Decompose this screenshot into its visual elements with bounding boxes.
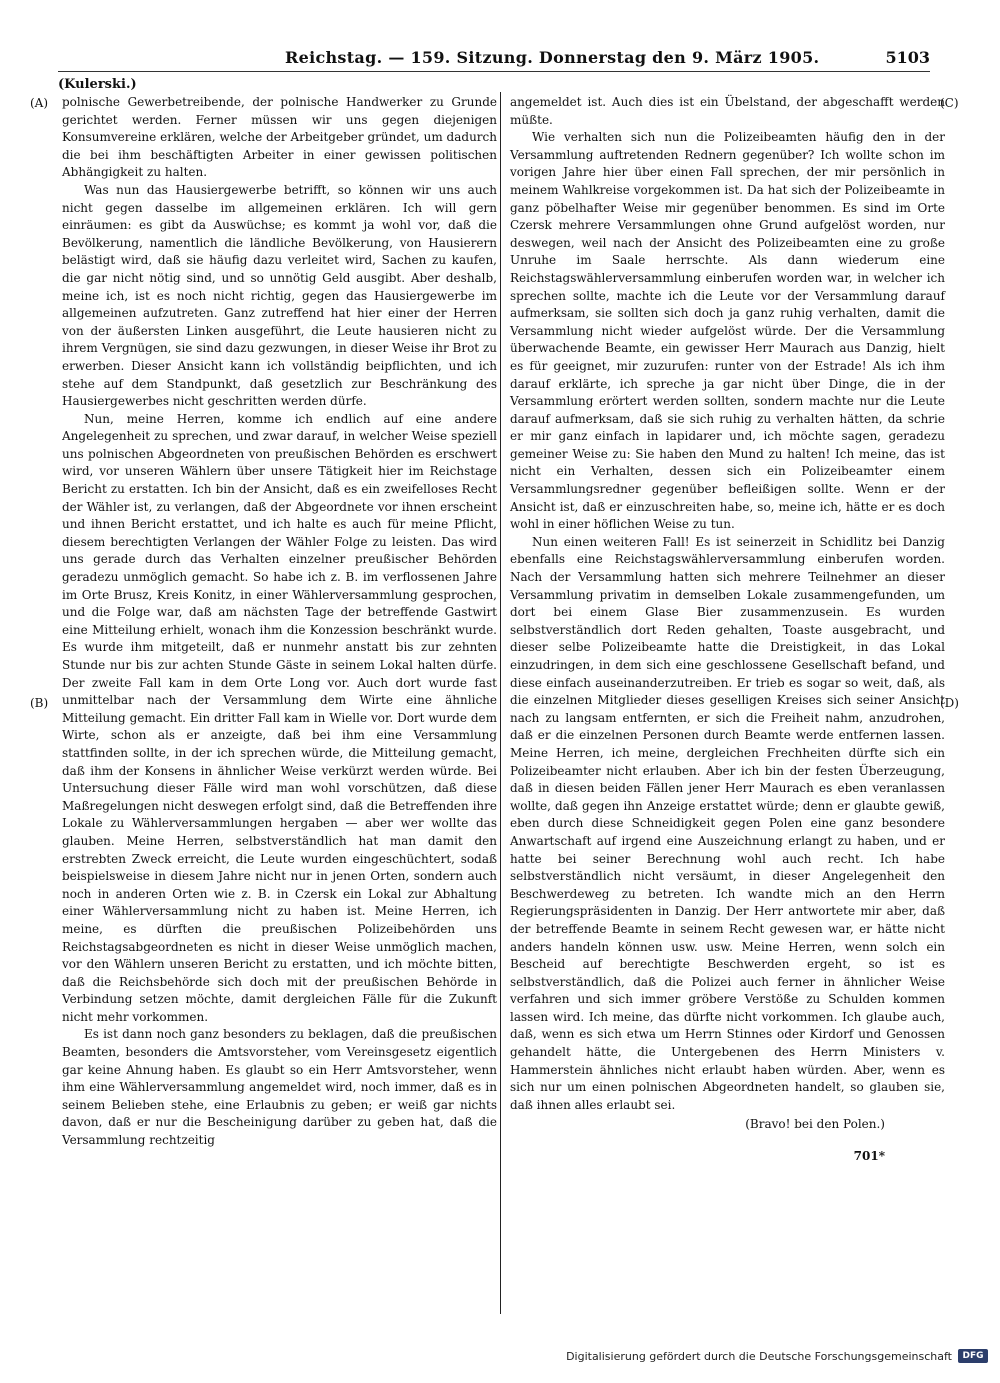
paragraph: angemeldet ist. Auch dies ist ein Übelstand, der abgeschafft werden müßte.: [510, 95, 945, 127]
page-header: [55, 48, 930, 70]
column-divider: [500, 92, 501, 1314]
paragraph: Es ist dann noch ganz besonders zu beklagen, daß die preußischen Beamten, besonders die Amtsvorsteher, vom Vereinsgesetz eigentlich gar keine Ahnung haben. Es glaubt so ein Herr Amtsvorsteher, wenn ihm eine Wählerversammlung angemeldet wird, noch immer, daß es in seinem Belieben stehe, eine Erlaubnis zu geben; er weiß gar nichts davon, daß er nur die Bescheinigung darüber zu geben hat, daß die Versammlung rechtzeitig: [62, 1027, 497, 1148]
running-title: Reichstag. — 159. Sitzung. Donnerstag den 9. März 1905.: [285, 48, 820, 67]
footer-text: Digitalisierung gefördert durch die Deutsche Forschungsgemeinschaft: [566, 1349, 952, 1363]
page-number: 5103: [885, 48, 930, 67]
paragraph: Was nun das Hausiergewerbe betrifft, so können wir uns auch nicht gegen dasselbe im allgemeinen erklären. Ich will gern einräumen: es gibt da Auswüchse; es kommt ja wohl vor, daß die Bevölkerung, namentlich die ländliche Bevölkerung, von Hausierern belästigt wird, daß sie häufig dazu verleitet wird, Sachen zu kaufen, die gar nicht nötig sind, und so unnötig Geld ausgibt. Aber deshalb, meine ich, ist es noch nicht richtig, gegen das Hausiergewerbe im allgemeinen aufzutreten. Ganz zutreffend hat hier einer der Herren von der äußersten Linken ausgeführt, die Leute hausieren nicht zu ihrem Vergnügen, sie sind dazu gezwungen, in dieser Weise ihr Brot zu erwerben. Dieser Ansicht kann ich vollständig beipflichten, und ich stehe auf dem Standpunkt, daß gesetzlich zur Beschränkung des Hausiergewerbes nicht geschritten werden dürfe.: [62, 182, 497, 409]
applause-note: (Bravo! bei den Polen.): [745, 1117, 885, 1132]
right-column: [510, 94, 945, 1166]
margin-marker-a: (A): [30, 96, 49, 110]
sheet-signature: 701*: [853, 1149, 885, 1164]
paragraph: Wie verhalten sich nun die Polizeibeamten häufig den in der Versammlung auftretenden Rednern gegenüber? Ich wollte schon im vorigen Jahre hier über einen Fall sprechen, der mir persönlich in meinem Wahlkreise vorgekommen ist. Da hat sich der Polizeibeamte in ganz pöbelhafter Weise mir gegenüber benommen. Es sind im Orte Czersk mehrere Versammlungen ohne Grund aufgelöst worden, nur deswegen, weil nach der Ansicht des Polizeibeamten eine zu große Unruhe im Saale herrschte. Als dann wiederum eine Reichstagswählerversammlung einberufen worden war, in welcher ich sprechen sollte, machte ich die Leute vor der Versammlung darauf aufmerksam, sie sollten sich doch ja ganz ruhig verhalten, damit die Versammlung nicht wieder aufgelöst würde. Der die Versammlung überwachende Beamte, ein gewisser Herr Maurach aus Danzig, hielt es für geeignet, mir zuzurufen: runter von der Estrade! Als ich ihm darauf erklärte, ich spreche ja gar nicht über Dinge, die in der Versammlung erörtert werden sollten, sondern machte nur die Leute darauf aufmerksam, daß sie sich ruhig zu verhalten hätten, da schrie er mir ganz einfach in lapidarer und, ich möchte sagen, geradezu gemeiner Weise zu: Sie haben den Mund zu halten! Ich meine, das ist nicht ein Verhalten, dessen sich ein Polizeibeamter einem Versammlungsredner gegenüber befleißigen sollte. Wenn er der Ansicht ist, daß er einzuschreiten habe, so, meine ich, hätte er es doch wohl in einer höflichen Weise zu tun.: [510, 130, 945, 532]
paragraph: Nun, meine Herren, komme ich endlich auf eine andere Angelegenheit zu sprechen, und zwar darauf, in welcher Weise speziell uns polnischen Abgeordneten von preußischen Behörden es erschwert wird, vor unseren Wählern über unsere Tätigkeit hier im Reichstage Bericht zu erstatten. Ich bin der Ansicht, daß es ein zweifelloses Recht der Wähler ist, zu verlangen, daß der Abgeordnete vor ihnen erscheint und ihnen Bericht erstattet, und ich halte es auch für meine Pflicht, diesem berechtigten Verlangen der Wähler Folge zu leisten. Das wird uns gerade durch das Verhalten einzelner preußischer Behörden geradezu unmöglich gemacht. So habe ich z. B. im verflossenen Jahre im Orte Brusz, Kreis Konitz, in einer Wählerversammlung gesprochen, und die Folge war, daß am nächsten Tage der betreffende Gastwirt eine Mitteilung erhielt, wonach ihm die Konzession beschränkt wurde. Es wurde ihm mitgeteilt, daß er nunmehr anstatt bis zur zehnten Stunde nur bis zur achten Stunde Gäste in seinem Lokal halten dürfe. Der zweite Fall kam in dem Orte Long vor. Auch dort wurde fast unmittelbar nach der Versammlung dem Wirte eine ähnliche Mitteilung gemacht. Ein dritter Fall kam in Wielle vor. Dort wurde dem Wirte, schon als er anzeigte, daß bei ihm eine Versammlung stattfinden sollte, in der ich sprechen würde, die Mitteilung gemacht, daß ihm der Konsens in ähnlicher Weise verkürzt werden würde. Bei Untersuchung dieser Fälle wird man wohl vorschützen, daß diese Maßregelungen nicht deswegen erfolgt sind, daß die Betreffenden ihre Lokale zu Wählerversammlungen hergaben — aber wer wollte das glauben. Meine Herren, selbstverständlich hat man damit den erstrebten Zweck erreicht, die Leute wurden eingeschüchtert, sodaß beispielsweise in diesem Jahre nicht nur in jenen Orten, sondern auch noch in anderen Orten wie z. B. in Czersk ein Lokal zur Abhaltung einer Wählerversammlung nicht zu haben ist. Meine Herren, ich meine, es dürften die preußischen Polizeibehörden uns Reichstagsabgeordneten es nicht in dieser Weise unmöglich machen, vor den Wählern unseren Bericht zu erstatten, und ich möchte bitten, daß die Reichsbehörde sich doch mit der preußischen Behörde in Verbindung setzen möchte, damit dergleichen Fälle für die Zukunft nicht mehr vorkommen.: [62, 411, 497, 1024]
paragraph: polnische Gewerbetreibende, der polnische Handwerker zu Grunde gerichtet werden. Ferner müssen wir uns gegen diejenigen Konsumvereine erklären, welche der Arbeitgeber gründet, um dadurch die bei ihm beschäftigten Arbeiter in einer gewissen politischen Abhängigkeit zu halten.: [62, 95, 497, 180]
margin-marker-c: (C): [940, 96, 959, 110]
digitization-footer: [566, 1349, 988, 1363]
left-column: [62, 94, 497, 1150]
header-rule: [58, 71, 930, 72]
margin-marker-b: (B): [30, 696, 49, 710]
dfg-logo-icon: DFG: [958, 1349, 988, 1363]
margin-marker-d: (D): [940, 696, 959, 710]
speaker-name: (Kulerski.): [58, 77, 137, 92]
paragraph: Nun einen weiteren Fall! Es ist seinerzeit in Schidlitz bei Danzig ebenfalls eine Reichstagswählerversammlung einberufen worden. Nach der Versammlung hatten sich mehrere Teilnehmer an dieser Versammlung privatim in demselben Lokale zusammengefunden, um dort bei einem Glase Bier zusammenzusein. Es wurden selbstverständlich dort Reden gehalten, Toaste ausgebracht, und dieser selbe Polizeibeamte hatte die Dreistigkeit, in das Lokal einzudringen, in dem sich eine geschlossene Gesellschaft befand, und diese einfach auseinanderzutreiben. Er trieb es sogar so weit, daß, als die einzelnen Mitglieder dieses geselligen Kreises sich seiner Ansicht nach zu langsam entfernten, er sich die Freiheit nahm, anzudrohen, daß er die einzelnen Personen durch Beamte werde entfernen lassen. Meine Herren, ich meine, dergleichen Frechheiten dürfte sich ein Polizeibeamter nicht erlauben. Aber ich bin der festen Überzeugung, daß in diesen beiden Fällen jener Herr Maurach es eben veranlassen wollte, daß gegen ihn Anzeige erstattet würde; denn er glaubte gewiß, eben durch diese Schneidigkeit gegen Polen eine ganz besondere Anwartschaft auf irgend eine Auszeichnung erlangt zu haben, und er hatte bei seiner Berechnung wohl auch recht. Ich habe selbstverständlich nicht versäumt, in dieser Angelegenheit den Beschwerdeweg zu betreten. Ich wandte mich an den Herrn Regierungspräsidenten in Danzig. Der Herr antwortete mir aber, daß der betreffende Beamte in seinem Recht gewesen war, er hätte nicht anders handeln können usw. usw. Meine Herren, wenn solch ein Bescheid auf berechtigte Beschwerden ergeht, so ist es selbstverständlich, daß die Polizei auch ferner in ähnlicher Weise verfahren und sich immer gröbere Verstöße zu Schulden kommen lassen wird. Ich meine, das dürfte nicht vorkommen. Ich glaube auch, daß, wenn es sich etwa um Herrn Stinnes oder Kirdorf und Genossen gehandelt hätte, die Untergebenen des Herrn Ministers v. Hammerstein ähnliches nicht erlaubt haben würden. Aber, wenn es sich nur um einen polnischen Abgeordneten handelt, so glauben sie, daß ihnen alles erlaubt sei.: [510, 534, 945, 1112]
